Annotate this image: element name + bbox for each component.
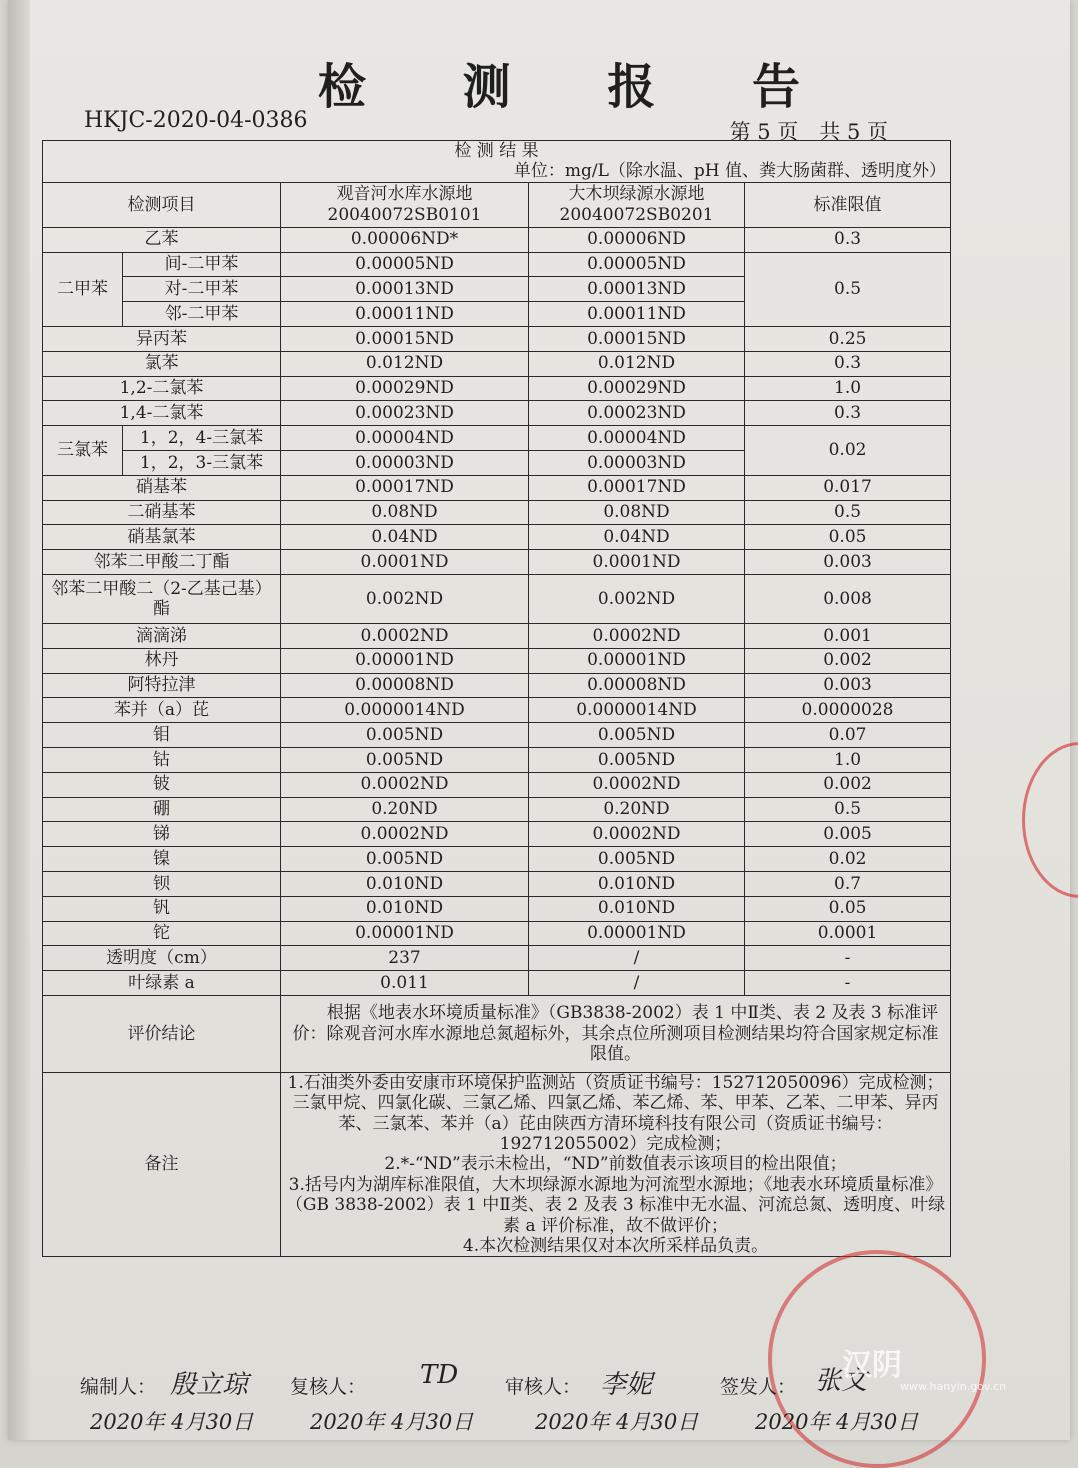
value-cell: 0.005ND: [281, 847, 529, 872]
value-cell: 0.0002ND: [529, 623, 745, 648]
item-cell: 邻苯二甲酸二丁酯: [43, 550, 281, 575]
item-cell: 对-二甲苯: [123, 277, 281, 302]
limit-cell: 0.002: [745, 772, 951, 797]
value-cell: 0.00005ND: [281, 252, 529, 277]
limit-cell: 1.0: [745, 747, 951, 772]
value-cell: 0.04ND: [281, 525, 529, 550]
date-auditor: 2020年 4月30日: [535, 1410, 699, 1434]
value-cell: 0.00008ND: [281, 673, 529, 698]
item-cell: 1，2，4-三氯苯: [123, 426, 281, 451]
value-cell: 0.0002ND: [529, 772, 745, 797]
conclusion-label: 评价结论: [43, 995, 281, 1072]
value-cell: 0.00003ND: [529, 450, 745, 475]
table-row: [43, 550, 951, 575]
limit-cell: 0.002: [745, 648, 951, 673]
table-row: [43, 747, 951, 772]
limit-cell: 0.25: [745, 326, 951, 351]
value-cell: 0.010ND: [281, 871, 529, 896]
value-cell: 0.00015ND: [281, 326, 529, 351]
limit-cell: 0.7: [745, 871, 951, 896]
value-cell: 0.00008ND: [529, 673, 745, 698]
table-row: [43, 698, 951, 723]
table-caption: 检 测 结 果: [454, 141, 539, 161]
table-row: [43, 500, 951, 525]
value-cell: 0.00017ND: [529, 475, 745, 500]
value-cell: 0.00013ND: [281, 277, 529, 302]
value-cell: /: [529, 946, 745, 971]
limit-cell: 0.02: [745, 847, 951, 872]
limit-cell: -: [745, 946, 951, 971]
value-cell: 0.010ND: [281, 896, 529, 921]
table-row: [43, 673, 951, 698]
page-info: 第 5 页 共 5 页: [729, 120, 888, 144]
compiler-signature: 殷立琼: [170, 1370, 249, 1400]
date-compiler: 2020年 4月30日: [90, 1410, 254, 1434]
value-cell: 0.00023ND: [529, 401, 745, 426]
item-cell: 苯并（a）芘: [43, 698, 281, 723]
item-cell: 二硝基苯: [43, 500, 281, 525]
value-cell: 0.00029ND: [529, 376, 745, 401]
value-cell: 0.010ND: [529, 896, 745, 921]
table-row: [43, 623, 951, 648]
item-cell: 1，2，3-三氯苯: [123, 450, 281, 475]
limit-cell: 0.3: [745, 351, 951, 376]
site-watermark: 汉阴: [842, 1348, 902, 1383]
table-row: [43, 426, 951, 451]
item-cell: 硝基苯: [43, 475, 281, 500]
value-cell: 0.00001ND: [281, 648, 529, 673]
remark-item: 4.本次检测结果仅对本次所采样品负责。: [462, 1236, 769, 1257]
results-table: [42, 140, 951, 1257]
limit-cell: 0.5: [745, 500, 951, 525]
report-title: 检 测 报 告: [317, 59, 841, 115]
item-cell: 钼: [43, 723, 281, 748]
limit-cell: 0.003: [745, 550, 951, 575]
date-reviewer: 2020年 4月30日: [310, 1410, 474, 1434]
value-cell: 237: [281, 946, 529, 971]
table-row: [43, 648, 951, 673]
item-cell: 1,4-二氯苯: [43, 401, 281, 426]
value-cell: 0.00001ND: [529, 921, 745, 946]
item-cell: 硼: [43, 797, 281, 822]
reviewer-label: 复核人：: [290, 1376, 367, 1398]
limit-cell: 0.5: [745, 252, 951, 326]
binding-shadow: [8, 0, 30, 1440]
limit-cell: 0.017: [745, 475, 951, 500]
remarks-label: 备注: [43, 1072, 281, 1257]
item-cell: 1,2-二氯苯: [43, 376, 281, 401]
site-watermark-url: www.hanyin.gov.cn: [900, 1380, 1007, 1393]
limit-cell: 0.005: [745, 822, 951, 847]
value-cell: 0.00011ND: [529, 302, 745, 327]
value-cell: 0.00003ND: [281, 450, 529, 475]
item-cell: 间-二甲苯: [123, 252, 281, 277]
item-cell: 阿特拉津: [43, 673, 281, 698]
table-row: [43, 772, 951, 797]
value-cell: 0.0000014ND: [281, 698, 529, 723]
limit-cell: 0.008: [745, 574, 951, 623]
table-row: [43, 401, 951, 426]
auditor-label: 审核人：: [505, 1376, 582, 1398]
value-cell: 0.011: [281, 971, 529, 996]
value-cell: 0.00029ND: [281, 376, 529, 401]
limit-cell: 0.0001: [745, 921, 951, 946]
value-cell: 0.0002ND: [281, 772, 529, 797]
table-row: [43, 227, 951, 252]
item-cell: 邻苯二甲酸二（2-乙基己基）酯: [43, 574, 281, 623]
value-cell: 0.00011ND: [281, 302, 529, 327]
col-header-limit: 标准限值: [745, 182, 951, 227]
group-label-xylene: 二甲苯: [43, 252, 123, 326]
limit-cell: 0.003: [745, 673, 951, 698]
date-issuer: 2020年 4月30日: [755, 1410, 919, 1434]
value-cell: 0.002ND: [529, 574, 745, 623]
item-cell: 透明度（cm）: [43, 946, 281, 971]
value-cell: 0.08ND: [281, 500, 529, 525]
value-cell: 0.00006ND: [529, 227, 745, 252]
item-cell: 硝基氯苯: [43, 525, 281, 550]
value-cell: 0.00017ND: [281, 475, 529, 500]
item-cell: 林丹: [43, 648, 281, 673]
table-row: [43, 475, 951, 500]
value-cell: 0.00013ND: [529, 277, 745, 302]
table-row: [43, 847, 951, 872]
value-cell: 0.20ND: [281, 797, 529, 822]
limit-cell: -: [745, 971, 951, 996]
value-cell: 0.010ND: [529, 871, 745, 896]
remarks-text: [281, 1072, 951, 1257]
table-row: [43, 822, 951, 847]
table-row: [43, 326, 951, 351]
value-cell: 0.00023ND: [281, 401, 529, 426]
item-cell: 钴: [43, 747, 281, 772]
site1-name: 观音河水库水源地: [336, 184, 473, 205]
item-cell: 铊: [43, 921, 281, 946]
value-cell: 0.005ND: [281, 723, 529, 748]
remark-item: 2.*-“ND”表示未检出，“ND”前数值表示该项目的检出限值；: [384, 1154, 847, 1175]
table-row: [43, 797, 951, 822]
item-cell: 钡: [43, 871, 281, 896]
value-cell: 0.20ND: [529, 797, 745, 822]
value-cell: 0.012ND: [281, 351, 529, 376]
remarks-row: [43, 1072, 951, 1257]
group-label-trichlorobenzene: 三氯苯: [43, 426, 123, 476]
unit-note: 单位：mg/L（除水温、pH 值、粪大肠菌群、透明度外）: [513, 161, 947, 182]
table-row: [43, 723, 951, 748]
item-cell: 氯苯: [43, 351, 281, 376]
value-cell: 0.00015ND: [529, 326, 745, 351]
value-cell: 0.0000014ND: [529, 698, 745, 723]
item-cell: 钒: [43, 896, 281, 921]
limit-cell: 0.5: [745, 797, 951, 822]
table-row: [43, 351, 951, 376]
col-header-site1: [281, 182, 529, 227]
value-cell: 0.005ND: [529, 747, 745, 772]
issuer-signature: 张文: [815, 1366, 868, 1396]
value-cell: 0.002ND: [281, 574, 529, 623]
value-cell: 0.0002ND: [529, 822, 745, 847]
limit-cell: 0.0000028: [745, 698, 951, 723]
item-cell: 异丙苯: [43, 326, 281, 351]
value-cell: 0.0001ND: [281, 550, 529, 575]
limit-cell: 0.3: [745, 227, 951, 252]
limit-cell: 0.02: [745, 426, 951, 476]
value-cell: 0.005ND: [529, 847, 745, 872]
item-cell: 叶绿素 a: [43, 971, 281, 996]
value-cell: 0.00001ND: [529, 648, 745, 673]
limit-cell: 0.3: [745, 401, 951, 426]
site2-name: 大木坝绿源水源地: [568, 184, 705, 205]
remark-item: 1.石油类外委由安康市环境保护监测站（资质证书编号：152712050096）完成检测；三氯甲烷、四氯化碳、三氯乙烯、四氯乙烯、苯乙烯、苯、甲苯、乙苯、二甲苯、异丙苯、三氯苯、苯并（a）芘由陕西方清环境科技有限公司（资质证书编号：192712055002）完成检测；: [287, 1072, 944, 1155]
item-cell: 锑: [43, 822, 281, 847]
item-cell: 铍: [43, 772, 281, 797]
table-row: [43, 921, 951, 946]
item-cell: 乙苯: [43, 227, 281, 252]
table-row: [43, 376, 951, 401]
table-row: [43, 946, 951, 971]
compiler-label: 编制人：: [80, 1376, 157, 1398]
report-number: HKJC-2020-04-0386: [84, 108, 308, 133]
item-cell: 滴滴涕: [43, 623, 281, 648]
item-cell: 镍: [43, 847, 281, 872]
table-row: [43, 252, 951, 277]
site2-code: 20040072SB0201: [559, 204, 714, 225]
limit-cell: 0.05: [745, 525, 951, 550]
value-cell: 0.005ND: [529, 723, 745, 748]
site1-code: 20040072SB0101: [327, 204, 482, 225]
value-cell: 0.00006ND*: [281, 227, 529, 252]
table-row: [43, 896, 951, 921]
conclusion-text: 根据《地表水环境质量标准》（GB3838-2002）表 1 中Ⅱ类、表 2 及表 3 标准评价：除观音河水库水源地总氮超标外，其余点位所测项目检测结果均符合国家规定标准限值。: [281, 995, 951, 1072]
value-cell: /: [529, 971, 745, 996]
table-row: [43, 525, 951, 550]
limit-cell: 0.07: [745, 723, 951, 748]
table-title-cell: [43, 141, 951, 183]
limit-cell: 0.05: [745, 896, 951, 921]
issuer-label: 签发人：: [720, 1376, 797, 1398]
table-row: [43, 574, 951, 623]
table-row: [43, 971, 951, 996]
value-cell: 0.012ND: [529, 351, 745, 376]
value-cell: 0.08ND: [529, 500, 745, 525]
value-cell: 0.00004ND: [529, 426, 745, 451]
value-cell: 0.0002ND: [281, 623, 529, 648]
limit-cell: 0.001: [745, 623, 951, 648]
reviewer-signature: TD: [420, 1360, 459, 1390]
limit-cell: 1.0: [745, 376, 951, 401]
table-row: [43, 871, 951, 896]
col-header-item: 检测项目: [43, 182, 281, 227]
value-cell: 0.0002ND: [281, 822, 529, 847]
value-cell: 0.00005ND: [529, 252, 745, 277]
value-cell: 0.04ND: [529, 525, 745, 550]
auditor-signature: 李妮: [600, 1370, 653, 1400]
item-cell: 邻-二甲苯: [123, 302, 281, 327]
conclusion-row: [43, 995, 951, 1072]
value-cell: 0.005ND: [281, 747, 529, 772]
col-header-site2: [529, 182, 745, 227]
value-cell: 0.00004ND: [281, 426, 529, 451]
value-cell: 0.0001ND: [529, 550, 745, 575]
value-cell: 0.00001ND: [281, 921, 529, 946]
remark-item: 3.括号内为湖库标准限值，大木坝绿源水源地为河流型水源地；《地表水环境质量标准》（GB 3838-2002）表 1 中Ⅱ类、表 2 及表 3 标准中无水温、河流总氮、透明度、叶绿素 a 评价标准，故不做评价；: [285, 1174, 946, 1236]
